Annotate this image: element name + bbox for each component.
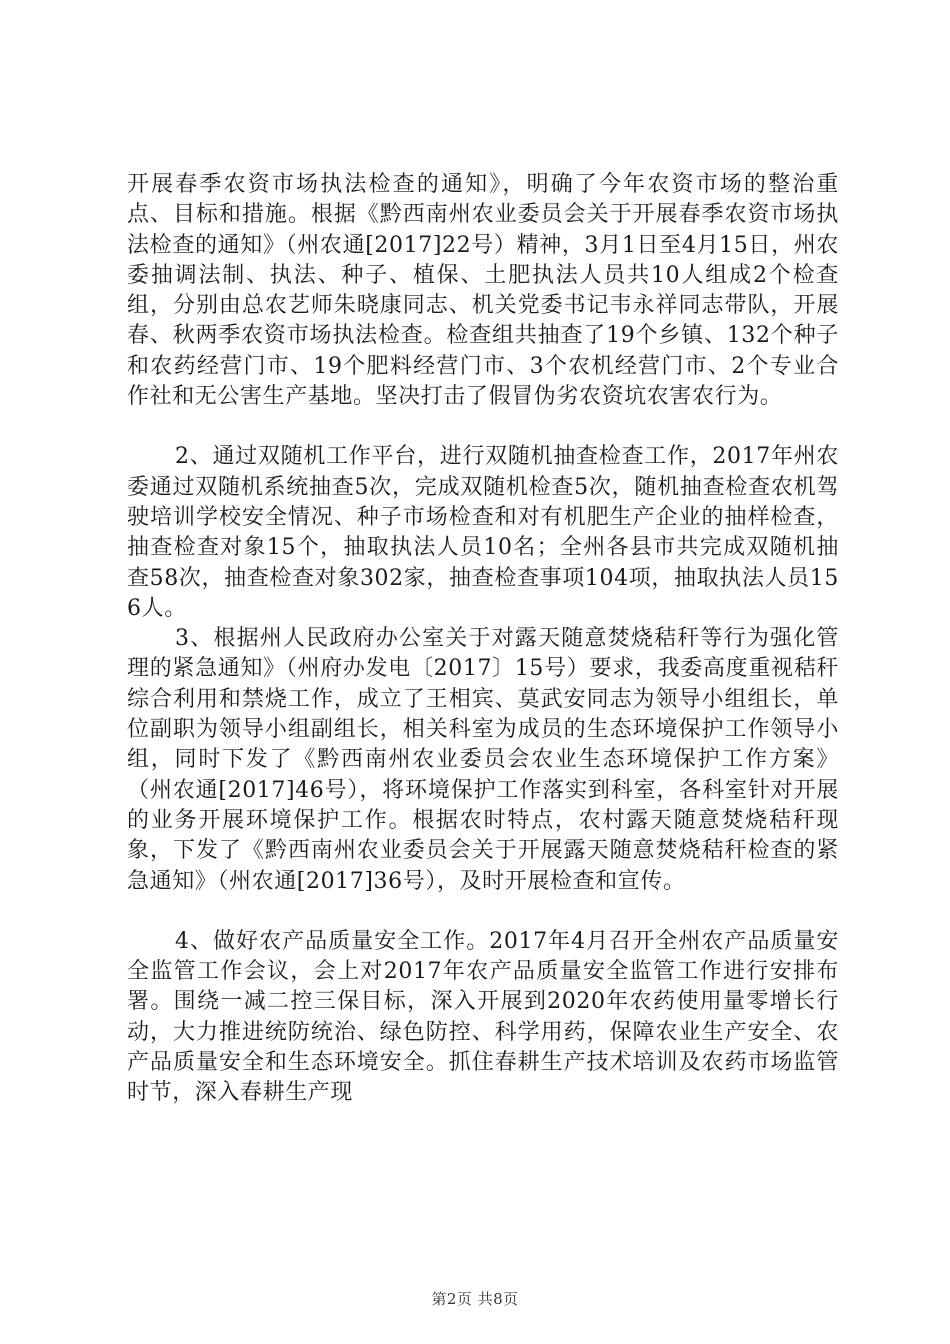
paragraph-4: 4、做好农产品质量安全工作。2017年4月召开全州农产品质量安全监管工作会议，会上对2017年农产品质量安全监管工作进行安排布署。围绕一减二控三保目标，深入开展到2020年农药使用量零增长行动，大力推进统防统治、绿色防控、科学用药，保障农业生产安全、农产品质量安全和生态环境安全。抓住春耕生产技术培训及农药市场监管时节，深入春耕生产现: [127, 928, 839, 1106]
paragraph-gap: [127, 412, 839, 442]
page-number-footer: 第2页 共8页: [431, 1290, 519, 1308]
paragraph-1: 开展春季农资市场执法检查的通知》，明确了今年农资市场的整治重点、目标和措施。根据《黔西南州农业委员会关于开展春季农资市场执法检查的通知》（州农通[2017]22号）精神，3月1日至4月15日，州农委抽调法制、执法、种子、植保、土肥执法人员共10人组成2个检查组，分别由总农艺师朱晓康同志、机关党委书记韦永祥同志带队，开展春、秋两季农资市场执法检查。检查组共抽查了19个乡镇、132个种子和农药经营门市、19个肥料经营门市、3个农机经营门市、2个专业合作社和无公害生产基地。坚决打击了假冒伪劣农资坑农害农行为。: [127, 172, 839, 410]
document-body: [127, 170, 839, 1109]
paragraph-3: 3、根据州人民政府办公室关于对露天随意焚烧秸秆等行为强化管理的紧急通知》（州府办发电〔2017〕15号）要求，我委高度重视秸秆综合利用和禁烧工作，成立了王相宾、莫武安同志为领导小组组长，单位副职为领导小组副组长，相关科室为成员的生态环境保护工作领导小组，同时下发了《黔西南州农业委员会农业生态环境保护工作方案》（州农通[2017]46号），将环境保护工作落实到科室，各科室针对开展的业务开展环境保护工作。根据农时特点，农村露天随意焚烧秸秆现象，下发了《黔西南州农业委员会关于开展露天随意焚烧秸秆检查的紧急通知》（州农通[2017]36号），及时开展检查和宣传。: [127, 626, 839, 894]
paragraph-gap: [127, 897, 839, 927]
paragraph-2: 2、通过双随机工作平台，进行双随机抽查检查工作，2017年州农委通过双随机系统抽查5次，完成双随机检查5次，随机抽查检查农机驾驶培训学校安全情况、种子市场检查和对有机肥生产企业的抽样检查，抽查检查对象15个，抽取执法人员10名；全州各县市共完成双随机抽查58次，抽查检查对象302家，抽查检查事项104项，抽取执法人员156人。: [127, 444, 839, 621]
